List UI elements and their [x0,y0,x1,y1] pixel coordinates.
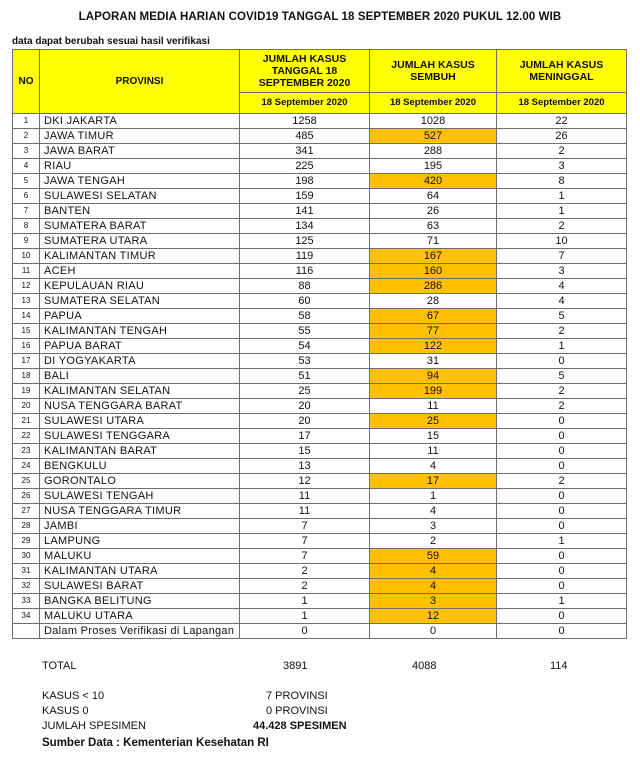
row-meninggal: 0 [497,519,627,534]
data-source: Sumber Data : Kementerian Kesehatan RI [42,737,269,749]
table-row [13,579,627,594]
row-no: 34 [13,609,40,624]
table-row [13,459,627,474]
row-provinsi: SULAWESI SELATAN [40,189,240,204]
row-kasus: 134 [240,219,370,234]
row-provinsi: MALUKU [40,549,240,564]
row-no: 25 [13,474,40,489]
table-row [13,504,627,519]
header-jumlah-sembuh [370,50,497,93]
row-meninggal: 0 [497,504,627,519]
row-sembuh: 4 [370,579,497,594]
row-sembuh: 4 [370,459,497,474]
row-sembuh: 11 [370,444,497,459]
table-row [13,264,627,279]
row-no: 28 [13,519,40,534]
header-kasus-line2: TANGGAL 18 [271,65,338,77]
row-no: 26 [13,489,40,504]
header-date-kasus: 18 September 2020 [240,93,370,114]
row-sembuh: 28 [370,294,497,309]
row-no: 7 [13,204,40,219]
row-sembuh: 4 [370,504,497,519]
row-provinsi: PAPUA BARAT [40,339,240,354]
row-no: 30 [13,549,40,564]
table-row [13,339,627,354]
row-kasus: 13 [240,459,370,474]
table-row [13,129,627,144]
row-provinsi: SULAWESI TENGGARA [40,429,240,444]
row-provinsi: JAWA BARAT [40,144,240,159]
row-kasus: 25 [240,384,370,399]
row-no: 32 [13,579,40,594]
row-provinsi: BANTEN [40,204,240,219]
row-meninggal: 0 [497,429,627,444]
row-provinsi: JAMBI [40,519,240,534]
table-row [13,429,627,444]
row-meninggal: 2 [497,219,627,234]
row-meninggal: 8 [497,174,627,189]
table-row [13,489,627,504]
row-meninggal: 2 [497,324,627,339]
table-row [13,474,627,489]
row-sembuh: 195 [370,159,497,174]
row-provinsi: KALIMANTAN UTARA [40,564,240,579]
row-no: 15 [13,324,40,339]
row-sembuh: 71 [370,234,497,249]
table-header-row [13,50,627,93]
row-meninggal: 0 [497,354,627,369]
row-kasus: 1 [240,609,370,624]
row-provinsi: KEPULAUAN RIAU [40,279,240,294]
row-provinsi: SUMATERA BARAT [40,219,240,234]
row-no: 21 [13,414,40,429]
total-kasus: 3891 [283,660,308,672]
table-row [13,234,627,249]
row-provinsi: LAMPUNG [40,534,240,549]
row-no: 5 [13,174,40,189]
spesimen-value: 44.428 SPESIMEN [253,720,347,732]
header-no: NO [13,50,40,114]
table-row [13,384,627,399]
header-jumlah-meninggal [497,50,627,93]
header-provinsi: PROVINSI [40,50,240,114]
row-provinsi: ACEH [40,264,240,279]
covid-data-table [12,49,627,639]
row-meninggal: 0 [497,459,627,474]
header-sembuh-line1: JUMLAH KASUS [391,59,475,71]
row-no: 16 [13,339,40,354]
table-row [13,219,627,234]
row-meninggal: 1 [497,594,627,609]
table-row [13,309,627,324]
row-kasus: 54 [240,339,370,354]
row-no: 10 [13,249,40,264]
row-sembuh: 94 [370,369,497,384]
row-kasus: 225 [240,159,370,174]
verification-note: data dapat berubah sesuai hasil verifikasi [12,36,210,47]
row-meninggal: 0 [497,414,627,429]
kasus0-label: KASUS 0 [42,705,89,717]
row-provinsi: DI YOGYAKARTA [40,354,240,369]
row-meninggal: 2 [497,399,627,414]
row-sembuh: 11 [370,399,497,414]
row-sembuh: 199 [370,384,497,399]
row-meninggal: 26 [497,129,627,144]
row-kasus: 17 [240,429,370,444]
row-provinsi: KALIMANTAN SELATAN [40,384,240,399]
table-row [13,144,627,159]
row-kasus: 20 [240,399,370,414]
row-kasus: 53 [240,354,370,369]
row-meninggal: 2 [497,384,627,399]
row-no: 13 [13,294,40,309]
row-meninggal: 3 [497,159,627,174]
header-date-sembuh: 18 September 2020 [370,93,497,114]
row-sembuh: 420 [370,174,497,189]
row-provinsi: SULAWESI BARAT [40,579,240,594]
row-sembuh: 67 [370,309,497,324]
row-no: 4 [13,159,40,174]
table-row [13,534,627,549]
row-meninggal: 10 [497,234,627,249]
row-kasus: 119 [240,249,370,264]
row-provinsi: PAPUA [40,309,240,324]
row-meninggal: 0 [497,564,627,579]
table-row [13,249,627,264]
row-kasus: 1 [240,594,370,609]
row-kasus: 141 [240,204,370,219]
row-meninggal: 0 [497,579,627,594]
row-no: 12 [13,279,40,294]
row-kasus: 159 [240,189,370,204]
table-row [13,399,627,414]
row-no: 31 [13,564,40,579]
header-jumlah-kasus [240,50,370,93]
row-provinsi: SUMATERA SELATAN [40,294,240,309]
table-row [13,594,627,609]
row-provinsi: SULAWESI TENGAH [40,489,240,504]
row-sembuh: 1 [370,489,497,504]
table-row [13,279,627,294]
row-no: 20 [13,399,40,414]
row-sembuh: 17 [370,474,497,489]
row-meninggal: 4 [497,279,627,294]
row-provinsi: MALUKU UTARA [40,609,240,624]
row-sembuh: 286 [370,279,497,294]
row-sembuh: 122 [370,339,497,354]
header-date-meninggal: 18 September 2020 [497,93,627,114]
row-sembuh: 288 [370,144,497,159]
row-kasus: 12 [240,474,370,489]
row-no: 14 [13,309,40,324]
kasus-lt10-value: 7 PROVINSI [266,690,328,702]
table-row [13,204,627,219]
row-meninggal: 2 [497,474,627,489]
table-row [13,159,627,174]
row-sembuh: 160 [370,264,497,279]
row-meninggal: 3 [497,264,627,279]
row-sembuh: 59 [370,549,497,564]
table-row [13,189,627,204]
row-no: 3 [13,144,40,159]
row-meninggal: 1 [497,339,627,354]
row-meninggal: 2 [497,144,627,159]
row-meninggal: 5 [497,309,627,324]
row-meninggal: 1 [497,534,627,549]
row-provinsi: KALIMANTAN TENGAH [40,324,240,339]
row-provinsi: NUSA TENGGARA BARAT [40,399,240,414]
row-kasus: 1258 [240,114,370,129]
row-sembuh: 527 [370,129,497,144]
row-provinsi: DKI JAKARTA [40,114,240,129]
row-meninggal: 0 [497,624,627,639]
row-meninggal: 4 [497,294,627,309]
row-sembuh: 167 [370,249,497,264]
row-kasus: 55 [240,324,370,339]
row-meninggal: 0 [497,489,627,504]
spesimen-label: JUMLAH SPESIMEN [42,720,146,732]
table-row [13,609,627,624]
row-sembuh: 26 [370,204,497,219]
table-row [13,564,627,579]
table-row [13,519,627,534]
row-meninggal: 22 [497,114,627,129]
row-no: 9 [13,234,40,249]
row-no: 1 [13,114,40,129]
row-kasus: 125 [240,234,370,249]
table-body [13,114,627,639]
row-provinsi: KALIMANTAN BARAT [40,444,240,459]
row-kasus: 11 [240,504,370,519]
row-meninggal: 0 [497,609,627,624]
total-label: TOTAL [42,660,77,672]
table-row [13,174,627,189]
row-sembuh: 64 [370,189,497,204]
row-kasus: 58 [240,309,370,324]
row-meninggal: 5 [497,369,627,384]
row-no: 19 [13,384,40,399]
row-kasus: 485 [240,129,370,144]
row-kasus: 20 [240,414,370,429]
row-no: 23 [13,444,40,459]
row-no: 17 [13,354,40,369]
row-sembuh: 25 [370,414,497,429]
row-kasus: 7 [240,534,370,549]
table-row [13,444,627,459]
row-kasus: 2 [240,564,370,579]
row-sembuh: 3 [370,594,497,609]
row-provinsi: Dalam Proses Verifikasi di Lapangan [40,624,240,639]
row-kasus: 60 [240,294,370,309]
row-sembuh: 3 [370,519,497,534]
row-no: 18 [13,369,40,384]
row-meninggal: 7 [497,249,627,264]
row-provinsi: BALI [40,369,240,384]
row-no: 2 [13,129,40,144]
total-meninggal: 114 [550,660,568,672]
row-provinsi: SUMATERA UTARA [40,234,240,249]
row-kasus: 116 [240,264,370,279]
total-sembuh: 4088 [412,660,437,672]
row-sembuh: 4 [370,564,497,579]
row-provinsi: NUSA TENGGARA TIMUR [40,504,240,519]
report-title: LAPORAN MEDIA HARIAN COVID19 TANGGAL 18 SEPTEMBER 2020 PUKUL 12.00 WIB [78,11,562,23]
header-meninggal-line2: MENINGGAL [529,71,594,83]
table-row [13,414,627,429]
header-sembuh-line2: SEMBUH [410,71,456,83]
row-sembuh: 2 [370,534,497,549]
row-no [13,624,40,639]
table-row [13,114,627,129]
row-provinsi: BENGKULU [40,459,240,474]
row-no: 33 [13,594,40,609]
row-provinsi: BANGKA BELITUNG [40,594,240,609]
row-no: 11 [13,264,40,279]
row-no: 22 [13,429,40,444]
row-kasus: 7 [240,519,370,534]
row-kasus: 0 [240,624,370,639]
row-meninggal: 0 [497,549,627,564]
row-provinsi: JAWA TIMUR [40,129,240,144]
row-sembuh: 77 [370,324,497,339]
row-sembuh: 12 [370,609,497,624]
table-row [13,369,627,384]
table-row [13,624,627,639]
table-row [13,294,627,309]
row-kasus: 2 [240,579,370,594]
header-meninggal-line1: JUMLAH KASUS [519,59,604,71]
kasus-lt10-label: KASUS < 10 [42,690,105,702]
row-sembuh: 1028 [370,114,497,129]
row-kasus: 88 [240,279,370,294]
table-row [13,354,627,369]
row-sembuh: 0 [370,624,497,639]
row-sembuh: 31 [370,354,497,369]
row-provinsi: GORONTALO [40,474,240,489]
row-no: 6 [13,189,40,204]
row-sembuh: 63 [370,219,497,234]
row-kasus: 15 [240,444,370,459]
row-provinsi: KALIMANTAN TIMUR [40,249,240,264]
table-row [13,549,627,564]
row-no: 8 [13,219,40,234]
row-no: 27 [13,504,40,519]
row-kasus: 198 [240,174,370,189]
row-kasus: 11 [240,489,370,504]
row-provinsi: SULAWESI UTARA [40,414,240,429]
row-meninggal: 0 [497,444,627,459]
row-kasus: 7 [240,549,370,564]
row-no: 29 [13,534,40,549]
kasus0-value: 0 PROVINSI [266,705,328,717]
table-row [13,324,627,339]
row-meninggal: 1 [497,189,627,204]
header-kasus-line3: SEPTEMBER 2020 [258,77,351,89]
row-provinsi: JAWA TENGAH [40,174,240,189]
row-no: 24 [13,459,40,474]
row-sembuh: 15 [370,429,497,444]
row-kasus: 51 [240,369,370,384]
header-kasus-line1: JUMLAH KASUS [262,53,347,65]
row-provinsi: RIAU [40,159,240,174]
row-kasus: 341 [240,144,370,159]
row-meninggal: 1 [497,204,627,219]
